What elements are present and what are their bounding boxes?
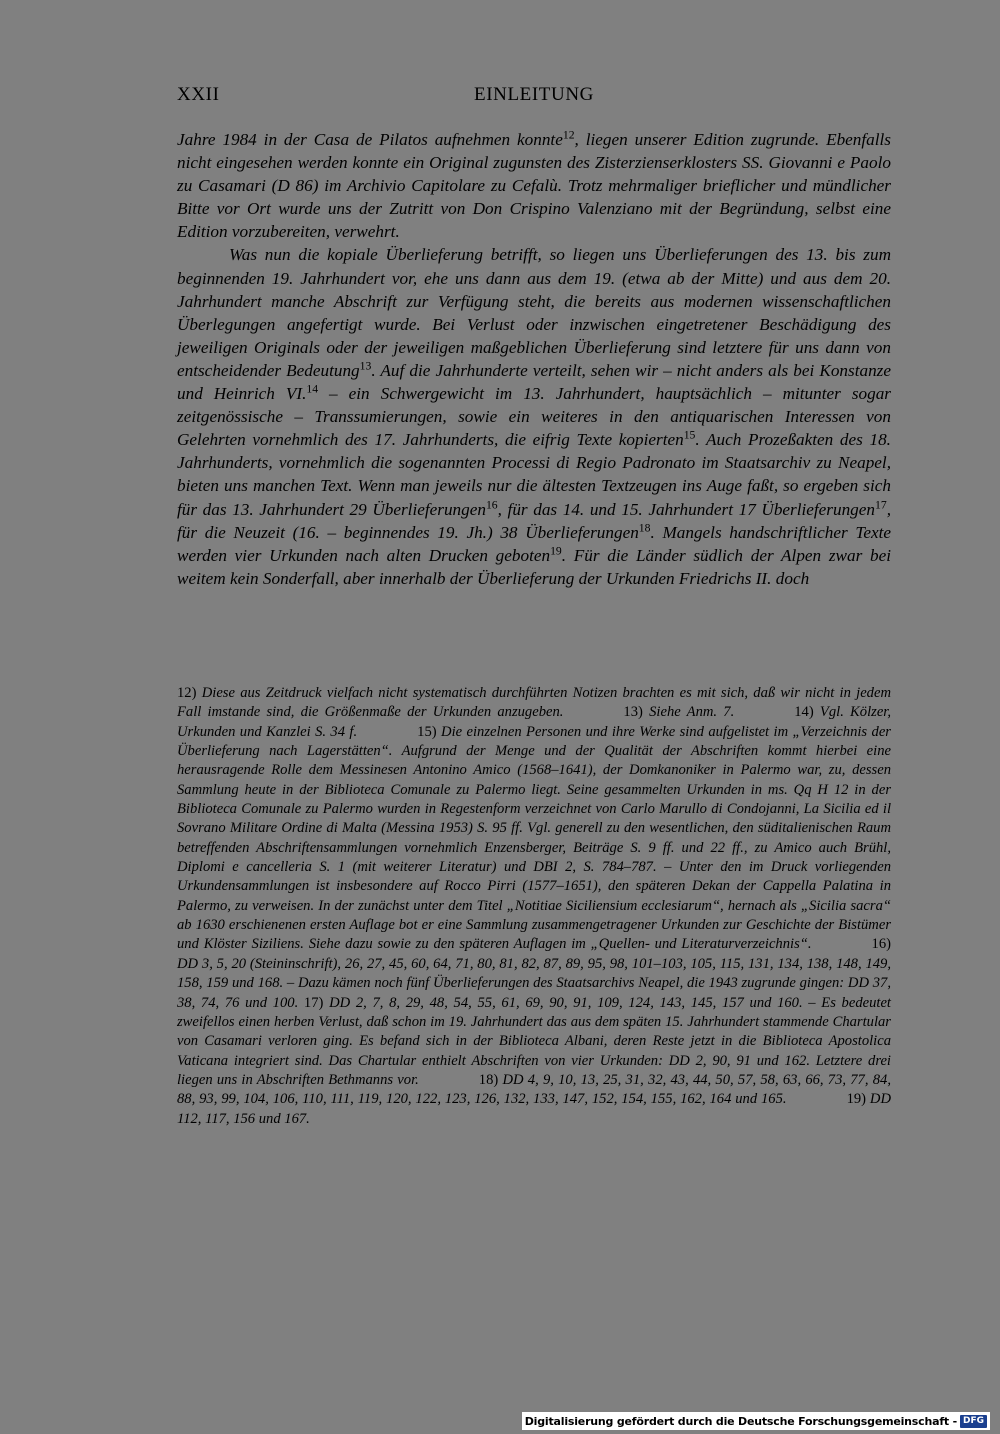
footnote-text: Diese aus Zeitdruck vielfach nicht systematisch durchführten Notizen brachten es mit sich, daß wir nicht in jedem Fall imstande sind, die Größenmaße der Urkunden anzugeben. [177, 685, 891, 721]
text-run: . Auch Prozeßakten des 18. Jahrhunderts, vornehmlich die sogenannten Processi di Regio Padronato im Staatsarchiv zu Neapel, bieten uns manchen Text. Wenn man jeweils nur die ältesten Textzeugen ins Auge faßt, so ergeben sich für das 13. Jahrhundert 29 Überlieferungen [177, 430, 891, 519]
footnote-ref[interactable]: 17 [875, 498, 887, 512]
footnote-number: 14) [794, 704, 814, 721]
footnote-ref[interactable]: 15 [683, 428, 696, 442]
footnote-ref[interactable]: 19 [550, 544, 562, 558]
dfg-credit-bar[interactable] [522, 1412, 990, 1430]
footnote-text: DD 112, 117, 156 und 167. [177, 1091, 891, 1127]
footnote-text: DD 4, 9, 10, 13, 25, 31, 32, 43, 44, 50, 57, 58, 63, 66, 73, 77, 84, 88, 93, 99, 104, 106, 110, 111, 119, 120, 122, 123, 126, 132, 133, 147, 152, 154, 155, 162, 164 und 165. [177, 1071, 891, 1108]
footnote-ref[interactable]: 12 [562, 128, 575, 142]
running-title: EINLEITUNG [474, 84, 594, 105]
dfg-credit-text: Digitalisierung gefördert durch die Deutsche Forschungsgemeinschaft - [524, 1414, 957, 1428]
footnote-ref[interactable]: 14 [306, 382, 319, 396]
footnote-text: Vgl. Kölzer, Urkunden und Kanzlei S. 34 f. [177, 704, 892, 740]
footnote-text: DD 3, 5, 20 (Steininschrift), 26, 27, 45, 60, 64, 71, 80, 81, 82, 87, 89, 95, 98, 101–103, 105, 115, 131, 134, 138, 148, 149, 158, 159 und 168. – Dazu kämen noch fünf Überlieferungen des Staatsarchivs Neapel, die 1943 zugrunde gingen: DD 37, 38, 74, 76 und 100. [177, 955, 891, 1011]
main-text [177, 128, 891, 590]
footnote-number: 18) [478, 1071, 499, 1088]
footnote-ref[interactable]: 16 [485, 498, 498, 512]
footnote-number: 19) [846, 1091, 867, 1108]
footnote-text: DD 2, 7, 8, 29, 48, 54, 55, 61, 69, 90, 91, 109, 124, 143, 145, 157 und 160. – Es bedeutet zweifellos einen herben Verlust, daß schon im 19. Jahrhundert das aus dem späten 15. Jahrhundert stammende Chartular von Casamari verloren ging. Es befand sich in der Biblioteca Albani, deren Reste jetzt in die Biblioteca Apostolica Vaticana integriert sind. Das Chartular enthielt Abschriften von vier Urkunden: DD 2, 90, 91 und 162. Letztere drei liegen uns in Abschriften Bethmanns vor. [177, 994, 891, 1088]
footnote-text: Siehe Anm. 7. [649, 704, 735, 721]
footnote-ref[interactable]: 13 [359, 359, 372, 373]
text-run: , liegen unserer Edition zugrunde. Ebenfalls nicht eingesehen werden konnte ein Original zugunsten des Zisterzienserklosters SS. Giovanni e Paolo zu Casamari (D 86) im Archivio Capitolare zu Cefalù. Trotz mehrmaliger brieflicher und mündlicher Bitte vor Ort wurde uns der Zutritt von Don Crispino Valenziano mit der Begründung, selbst eine Edition vorzubereiten, verwehrt. [177, 130, 891, 242]
footnote-number: 17) [303, 994, 324, 1011]
page-number: XXII [177, 84, 220, 105]
text-run: Jahre 1984 in der Casa de Pilatos aufnehmen konnte [177, 130, 563, 149]
text-run: . Für die Länder südlich der Alpen zwar bei weitem kein Sonderfall, aber innerhalb der Überlieferung der Urkunden Friedrichs II. doch [177, 545, 891, 588]
text-run: Was nun die kopiale Überlieferung betrifft, so liegen uns Überlieferungen des 13. bis zum beginnenden 19. Jahrhundert vor, ehe uns dann aus dem 19. (etwa ab der Mitte) und aus dem 20. Jahrhundert manche Abschrift zur Verfügung steht, die bereits aus modernen wissenschaftlichen Überlegungen angefertigt wurde. Bei Verlust oder inzwischen eingetretener Beschädigung des jeweiligen Originals oder der jeweiligen maßgeblichen Überlieferung sind letztere für uns dann von entscheidender Bedeutung [177, 245, 891, 380]
footnote-block [177, 684, 891, 1129]
footnote-number: 13) [623, 704, 643, 721]
footnote-ref[interactable]: 18 [638, 521, 651, 535]
paragraph [177, 128, 891, 243]
text-run: – ein Schwergewicht im 13. Jahrhundert, hauptsächlich – mitunter sogar zeitgenössische – Transsumierungen, sowie ein weiteres in den antiquarischen Interessen von Gelehrten vornehmlich des 17. Jahrhunderts, die eifrig Texte kopierten [177, 384, 891, 450]
footnote-number: 16) [871, 936, 891, 953]
running-head [177, 84, 891, 108]
text-run: . Mangels handschriftlicher Texte werden vier Urkunden nach alten Drucken geboten [177, 522, 891, 565]
text-run: . Auf die Jahrhunderte verteilt, sehen wir – nicht anders als bei Konstanze und Heinrich VI. [177, 360, 891, 404]
footnotes [177, 684, 891, 1129]
footnote-number: 15) [417, 723, 437, 740]
footnote-number: 12) [177, 685, 197, 701]
footnote-text: Die einzelnen Personen und ihre Werke sind aufgelistet im „Verzeichnis der Überlieferung nach Lagerstätten“. Aufgrund der Menge und der Qualität der Abschriften kommt hierbei eine herausragende Rolle dem Messinesen Antonino Amico (1568–1641), der Domkanoniker in Palermo war, zu, dessen Sammlung heute in der Biblioteca Comunale zu Palermo liegt. Seine gesammelten Urkunden in ms. Qq H 12 in der Biblioteca Comunale zu Palermo wurden in Regestenform verzeichnet von Carlo Marullo di Condojanni, La Sicilia ed il Sovrano Militare Ordine di Malta (Messina 1953) S. 95 ff. Vgl. generell zu den wesentlichen, den süditalienischen Raum betreffenden Abschriftensammlungen vornehmlich Enzensberger, Beiträge S. 9 ff. und 22 ff., zu Amico auch Brühl, Diplomi e cancelleria S. 1 (mit weiterer Literatur) und DBI 2, S. 784–787. – Unter den im Druck vorliegenden Urkundensammlungen ist insbesondere auf Rocco Pirri (1577–1651), den späteren Dekan der Cappella Palatina in Palermo, zu verweisen. In der zunächst unter dem Titel „Notitiae Siciliensium ecclesiarum“, hernach als „Sicilia sacra“ ab 1630 erschienenen ersten Auflage bot er eine Sammlung zusammengetragener Urkunden zur Geschichte der Bistümer und Klöster Siziliens. Siehe dazu sowie zu den späteren Auflagen im „Quellen- und Literaturverzeichnis“. [177, 723, 891, 953]
text-run: , für die Neuzeit (16. – beginnendes 19. Jh.) 38 Überlieferungen [177, 499, 891, 542]
paragraph [177, 243, 891, 589]
dfg-logo-icon[interactable]: DFG [960, 1415, 987, 1428]
text-run: , für das 14. und 15. Jahrhundert 17 Überlieferungen [497, 499, 876, 519]
